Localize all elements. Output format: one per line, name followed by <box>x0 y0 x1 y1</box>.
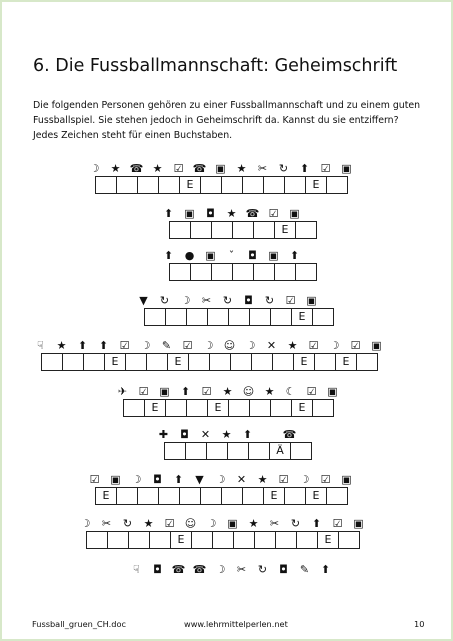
answer-boxes <box>144 308 333 325</box>
footer-filename: Fussball_gruen_CH.doc <box>32 619 126 629</box>
cipher-symbols <box>112 385 343 399</box>
cipher-symbol-icon: ☑ <box>182 339 193 352</box>
answer-box[interactable]: E <box>95 487 117 505</box>
cipher-symbol-icon: ⬆ <box>320 563 331 576</box>
answer-box[interactable] <box>137 487 159 505</box>
cipher-symbol-icon: ↻ <box>264 294 275 307</box>
answer-box[interactable] <box>211 221 233 239</box>
cipher-row-9 <box>75 517 369 548</box>
answer-box[interactable] <box>95 176 117 194</box>
cipher-symbol-icon: ☑ <box>306 385 317 398</box>
answer-box[interactable] <box>128 531 150 549</box>
answer-box[interactable] <box>149 531 171 549</box>
cipher-symbol-icon: ☟ <box>37 339 44 352</box>
cipher-symbol-icon: ☽ <box>131 473 142 486</box>
cipher-symbols <box>158 249 316 263</box>
cipher-symbol-icon: ★ <box>152 162 163 175</box>
cipher-symbol-icon: ☺ <box>223 339 236 352</box>
cipher-symbol-icon: ☑ <box>285 294 296 307</box>
answer-box[interactable] <box>144 308 166 326</box>
answer-boxes <box>169 221 316 238</box>
answer-box[interactable] <box>233 531 255 549</box>
answer-boxes <box>86 531 369 548</box>
cipher-row-3 <box>158 249 316 280</box>
answer-box[interactable] <box>164 442 186 460</box>
cipher-symbol-icon: ☑ <box>350 339 361 352</box>
answer-box[interactable] <box>188 353 210 371</box>
cipher-symbol-icon: ★ <box>248 517 259 530</box>
answer-boxes <box>123 399 343 416</box>
answer-box[interactable] <box>200 487 222 505</box>
cipher-symbol-icon: ▣ <box>159 385 170 398</box>
answer-box[interactable] <box>312 308 334 326</box>
cipher-symbol-icon: ✂ <box>257 162 268 175</box>
answer-box[interactable] <box>232 221 254 239</box>
cipher-symbol-icon: ✎ <box>161 339 172 352</box>
cipher-symbol-icon <box>258 428 279 442</box>
answer-box[interactable] <box>209 353 231 371</box>
answer-box[interactable] <box>221 176 243 194</box>
answer-box[interactable] <box>274 263 296 281</box>
cipher-symbol-icon: ⬆ <box>299 162 310 175</box>
page-number: 10 <box>414 619 425 629</box>
cipher-symbols <box>133 294 333 308</box>
cipher-symbol-icon: ◘ <box>244 294 253 307</box>
cipher-symbol-icon: ↻ <box>257 563 268 576</box>
cipher-symbol-icon: ☑ <box>320 473 331 486</box>
answer-box[interactable] <box>284 487 306 505</box>
answer-box[interactable] <box>86 531 108 549</box>
answer-box[interactable]: E <box>305 487 327 505</box>
answer-box[interactable] <box>253 263 275 281</box>
answer-box[interactable] <box>242 487 264 505</box>
cipher-symbol-icon: ☑ <box>89 473 100 486</box>
answer-box[interactable] <box>270 308 292 326</box>
cipher-symbol-icon: ◘ <box>248 249 257 262</box>
cipher-symbol-icon: ★ <box>221 428 232 441</box>
answer-box[interactable] <box>137 176 159 194</box>
cipher-symbol-icon: ▣ <box>353 517 364 530</box>
answer-box[interactable]: E <box>274 221 296 239</box>
cipher-symbols <box>30 339 387 353</box>
answer-box[interactable] <box>211 263 233 281</box>
answer-box[interactable] <box>41 353 63 371</box>
cipher-symbol-icon: ▣ <box>227 517 238 530</box>
answer-box[interactable]: E <box>179 176 201 194</box>
cipher-symbol-icon: ★ <box>110 162 121 175</box>
cipher-symbol-icon: ☽ <box>215 473 226 486</box>
cipher-symbol-icon: ● <box>184 249 195 262</box>
cipher-symbol-icon: ☎ <box>282 428 297 441</box>
cipher-symbol-icon: ☟ <box>133 563 140 576</box>
answer-box[interactable] <box>169 263 191 281</box>
answer-box[interactable] <box>249 308 271 326</box>
answer-box[interactable] <box>62 353 84 371</box>
cipher-symbol-icon: ▣ <box>306 294 317 307</box>
cipher-symbol-icon: ↻ <box>278 162 289 175</box>
answer-box[interactable] <box>186 308 208 326</box>
cipher-symbol-icon: ˇ <box>228 249 235 262</box>
cipher-symbol-icon: ▣ <box>184 207 195 220</box>
answer-box[interactable] <box>116 487 138 505</box>
answer-box[interactable]: E <box>293 353 315 371</box>
answer-box[interactable] <box>206 442 228 460</box>
cipher-symbol-icon: ◘ <box>153 473 162 486</box>
answer-box[interactable] <box>242 176 264 194</box>
answer-box[interactable] <box>165 308 187 326</box>
answer-box[interactable] <box>200 176 222 194</box>
answer-box[interactable] <box>248 442 270 460</box>
cipher-symbol-icon: ★ <box>257 473 268 486</box>
cipher-symbol-icon: ☽ <box>215 563 226 576</box>
cipher-symbols <box>84 162 357 176</box>
answer-box[interactable] <box>123 399 145 417</box>
answer-box[interactable] <box>146 353 168 371</box>
cipher-symbol-icon: ⬆ <box>173 473 184 486</box>
answer-box[interactable]: Ä <box>269 442 291 460</box>
answer-box[interactable]: E <box>207 399 229 417</box>
cipher-symbol-icon: ▣ <box>205 249 216 262</box>
cipher-symbol-icon: ☑ <box>268 207 279 220</box>
cipher-symbol-icon: ☑ <box>138 385 149 398</box>
cipher-symbol-icon: ☎ <box>245 207 260 220</box>
answer-box[interactable] <box>230 353 252 371</box>
cipher-symbol-icon: ☎ <box>171 563 186 576</box>
cipher-symbol-icon: ☽ <box>206 517 217 530</box>
answer-box[interactable] <box>227 442 249 460</box>
cipher-row-5 <box>30 339 387 370</box>
answer-box[interactable] <box>249 399 271 417</box>
cipher-symbol-icon: ✕ <box>200 428 211 441</box>
cipher-symbol-icon: ⬆ <box>163 249 174 262</box>
answer-box[interactable] <box>356 353 378 371</box>
cipher-symbol-icon: ↻ <box>122 517 133 530</box>
cipher-symbol-icon: ★ <box>222 385 233 398</box>
cipher-symbol-icon: ☑ <box>173 162 184 175</box>
cipher-symbol-icon: ☑ <box>308 339 319 352</box>
answer-box[interactable] <box>275 531 297 549</box>
cipher-symbol-icon: ☎ <box>192 162 207 175</box>
answer-box[interactable]: E <box>144 399 166 417</box>
cipher-symbol-icon: ☽ <box>329 339 340 352</box>
answer-box[interactable] <box>116 176 138 194</box>
cipher-symbol-icon: ⬆ <box>242 428 253 441</box>
cipher-symbol-icon: ⬆ <box>163 207 174 220</box>
cipher-symbol-icon: ☽ <box>245 339 256 352</box>
cipher-symbol-icon: ✂ <box>101 517 112 530</box>
answer-boxes <box>169 263 316 280</box>
answer-box[interactable] <box>296 531 318 549</box>
cipher-symbol-icon: ☽ <box>80 517 91 530</box>
cipher-symbol-icon: ▣ <box>215 162 226 175</box>
cipher-symbol-icon: ✈ <box>117 385 128 398</box>
answer-box[interactable] <box>338 531 360 549</box>
cipher-symbol-icon: ☑ <box>332 517 343 530</box>
cipher-symbol-icon: ▣ <box>110 473 121 486</box>
answer-box[interactable] <box>232 263 254 281</box>
footer-url[interactable]: www.lehrmittelperlen.net <box>184 619 288 629</box>
answer-box[interactable] <box>295 221 317 239</box>
cipher-symbol-icon: ☺ <box>184 517 197 530</box>
cipher-row-2 <box>158 207 316 238</box>
cipher-row-8 <box>84 473 357 504</box>
cipher-symbol-icon: ✕ <box>266 339 277 352</box>
intro-text: Die folgenden Personen gehören zu einer Fussballmannschaft und zu einem guten Fussballspiel. Sie stehen jedoch in Geheimschrift da. Kannst du sie entziffern? Jedes Zeichen steht für einen Buchstaben. <box>33 100 421 141</box>
cipher-symbol-icon: ★ <box>236 162 247 175</box>
cipher-symbol-icon: ☑ <box>164 517 175 530</box>
answer-box[interactable]: E <box>170 531 192 549</box>
cipher-symbol-icon: ☎ <box>129 162 144 175</box>
answer-box[interactable]: E <box>104 353 126 371</box>
answer-box[interactable] <box>290 442 312 460</box>
answer-box[interactable]: E <box>167 353 189 371</box>
answer-box[interactable] <box>169 221 191 239</box>
answer-box[interactable] <box>253 221 275 239</box>
answer-box[interactable] <box>190 263 212 281</box>
cipher-symbol-icon: ▣ <box>341 162 352 175</box>
answer-box[interactable] <box>207 308 229 326</box>
cipher-symbol-icon: ⬆ <box>77 339 88 352</box>
answer-box[interactable] <box>191 531 213 549</box>
answer-box[interactable]: E <box>305 176 327 194</box>
cipher-symbol-icon: ★ <box>264 385 275 398</box>
cipher-symbol-icon: ⬆ <box>180 385 191 398</box>
cipher-symbol-icon: ◘ <box>206 207 215 220</box>
answer-box[interactable] <box>212 531 234 549</box>
cipher-symbol-icon: ☽ <box>203 339 214 352</box>
answer-boxes <box>95 487 357 504</box>
answer-box[interactable] <box>326 176 348 194</box>
answer-box[interactable] <box>228 399 250 417</box>
cipher-symbol-icon: ★ <box>56 339 67 352</box>
answer-box[interactable] <box>314 353 336 371</box>
answer-box[interactable] <box>158 176 180 194</box>
cipher-symbol-icon: ↻ <box>290 517 301 530</box>
cipher-row-4 <box>133 294 333 325</box>
answer-box[interactable]: E <box>291 308 313 326</box>
cipher-symbol-icon: ✚ <box>158 428 169 441</box>
cipher-symbol-icon: ☑ <box>119 339 130 352</box>
cipher-symbol-icon: ☑ <box>320 162 331 175</box>
answer-box[interactable]: E <box>335 353 357 371</box>
answer-box[interactable]: E <box>291 399 313 417</box>
answer-boxes <box>164 442 311 459</box>
cipher-symbol-icon: ▣ <box>289 207 300 220</box>
cipher-symbol-icon: ☑ <box>201 385 212 398</box>
answer-box[interactable] <box>270 399 292 417</box>
answer-box[interactable]: E <box>317 531 339 549</box>
cipher-symbol-icon: ☎ <box>192 563 207 576</box>
answer-box[interactable]: E <box>263 487 285 505</box>
cipher-symbol-icon: ◘ <box>153 563 162 576</box>
cipher-symbol-icon: ▼ <box>139 294 148 307</box>
cipher-symbol-icon: ↻ <box>222 294 233 307</box>
answer-box[interactable] <box>228 308 250 326</box>
cipher-symbol-icon: ↻ <box>159 294 170 307</box>
cipher-symbol-icon: ☽ <box>299 473 310 486</box>
cipher-row-6 <box>112 385 343 416</box>
answer-box[interactable] <box>251 353 273 371</box>
page-title: 6. Die Fussballmannschaft: Geheimschrift <box>33 56 398 76</box>
cipher-symbols <box>153 428 311 442</box>
cipher-symbol-icon: ▣ <box>341 473 352 486</box>
cipher-symbols <box>158 207 316 221</box>
cipher-symbol-icon: ✂ <box>236 563 247 576</box>
cipher-symbols <box>75 517 369 531</box>
answer-box[interactable] <box>272 353 294 371</box>
cipher-symbol-icon: ▣ <box>327 385 338 398</box>
cipher-symbol-icon: ★ <box>143 517 154 530</box>
answer-box[interactable] <box>185 442 207 460</box>
cipher-symbol-icon: ✂ <box>201 294 212 307</box>
answer-box[interactable] <box>158 487 180 505</box>
cipher-symbol-icon: ▣ <box>371 339 382 352</box>
answer-box[interactable] <box>107 531 129 549</box>
cipher-symbol-icon: ☽ <box>89 162 100 175</box>
answer-box[interactable] <box>284 176 306 194</box>
cipher-row-1 <box>84 162 357 193</box>
cipher-symbol-icon: ☑ <box>278 473 289 486</box>
cipher-symbol-icon: ▣ <box>268 249 279 262</box>
cipher-symbol-icon: ☺ <box>242 385 255 398</box>
cipher-symbol-icon: ☽ <box>140 339 151 352</box>
cipher-symbol-icon: ◘ <box>279 563 288 576</box>
answer-box[interactable] <box>186 399 208 417</box>
answer-boxes <box>41 353 387 370</box>
cipher-symbols <box>126 563 336 577</box>
cipher-symbol-icon: ✕ <box>236 473 247 486</box>
cipher-symbol-icon: ☽ <box>180 294 191 307</box>
answer-boxes <box>95 176 357 193</box>
answer-box[interactable] <box>221 487 243 505</box>
cipher-symbol-icon: ⬆ <box>311 517 322 530</box>
cipher-symbol-icon: ⬆ <box>98 339 109 352</box>
cipher-symbol-icon: ◘ <box>180 428 189 441</box>
cipher-symbols <box>84 473 357 487</box>
answer-box[interactable] <box>295 263 317 281</box>
answer-box[interactable] <box>263 176 285 194</box>
answer-box[interactable] <box>83 353 105 371</box>
cipher-row-7 <box>153 428 311 459</box>
answer-box[interactable] <box>326 487 348 505</box>
answer-box[interactable] <box>165 399 187 417</box>
cipher-symbol-icon: ★ <box>287 339 298 352</box>
answer-box[interactable] <box>312 399 334 417</box>
answer-box[interactable] <box>190 221 212 239</box>
cipher-symbol-icon: ★ <box>226 207 237 220</box>
cipher-symbol-icon: ▼ <box>195 473 204 486</box>
answer-box[interactable] <box>179 487 201 505</box>
answer-box[interactable] <box>254 531 276 549</box>
cipher-symbol-icon: ✂ <box>269 517 280 530</box>
cipher-symbol-icon: ☾ <box>285 385 296 398</box>
answer-box[interactable] <box>125 353 147 371</box>
cipher-row-10 <box>126 563 336 577</box>
cipher-symbol-icon: ✎ <box>299 563 310 576</box>
cipher-symbol-icon: ⬆ <box>289 249 300 262</box>
